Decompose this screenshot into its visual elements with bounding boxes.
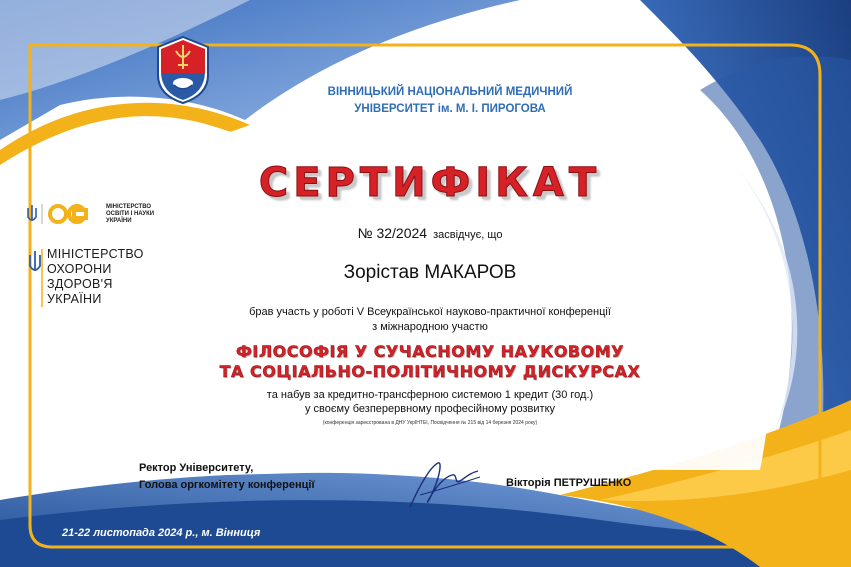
participation-line2: з міжнародною участю [372, 321, 488, 333]
certifies-text: засвідчує, що [433, 229, 503, 241]
university-crest-icon [156, 35, 210, 105]
certificate-number-line [300, 225, 560, 241]
rector-line1: Ректор Університету, [139, 462, 254, 474]
credit-line2: у своєму безперервному професійному розвитку [304, 403, 556, 415]
university-name-line2: УНІВЕРСИТЕТ ім. М. І. ПИРОГОВА [354, 103, 546, 115]
rector-title [139, 460, 315, 494]
ukraine-trident-icon [28, 205, 36, 221]
moh-line2: ОХОРОНИ [47, 262, 112, 276]
participation-line1: брав участь у роботі V Всеукраїнської науково-практичної конференції [249, 306, 611, 318]
topic-line2: ТА СОЦІАЛЬНО-ПОЛІТИЧНОМУ ДИСКУРСАХ [219, 362, 641, 381]
credit-line1: та набув за кредитно-трансферною системою 1 кредит (30 год.) [266, 389, 594, 401]
credit-text [180, 388, 680, 416]
moh-line4: УКРАЇНИ [47, 292, 102, 306]
date-place: 21-22 листопада 2024 р., м. Вінниця [62, 527, 261, 539]
topic-line1: ФІЛОСОФІЯ У СУЧАСНОМУ НАУКОВОМУ [236, 342, 624, 361]
ministry-health-text [47, 247, 147, 307]
ministry-health-trident-icon [26, 249, 44, 307]
ministry-education-text [106, 204, 176, 225]
certificate-title: СЕРТИФІКАТ [258, 160, 602, 206]
moh-line1: МІНІСТЕРСТВО [47, 247, 144, 261]
certificate-number: № 32/2024 [357, 225, 428, 241]
handwritten-signature [400, 455, 490, 515]
recipient-name: Зорістав МАКАРОВ [343, 262, 517, 283]
conference-topic [150, 342, 710, 382]
participation-text [180, 305, 680, 335]
rector-line2: Голова оргкомітету конференції [139, 479, 315, 491]
moh-line3: ЗДОРОВ'Я [47, 277, 113, 291]
signatory-name: Вікторія ПЕТРУШЕНКО [506, 477, 632, 489]
moe-line3: УКРАЇНИ [106, 218, 132, 224]
moe-line2: ОСВІТИ І НАУКИ [106, 211, 155, 217]
moe-line1: МІНІСТЕРСТВО [106, 204, 152, 210]
university-name-line1: ВІННИЦЬКИЙ НАЦІОНАЛЬНИЙ МЕДИЧНИЙ [327, 86, 573, 98]
registration-note: (конференція зареєстрована в ДНУ УкрІНТЕІ, Посвідчення № 215 від 14 березня 2024 року) [322, 420, 538, 426]
university-name [250, 84, 650, 118]
ministry-education-logo [26, 202, 106, 226]
